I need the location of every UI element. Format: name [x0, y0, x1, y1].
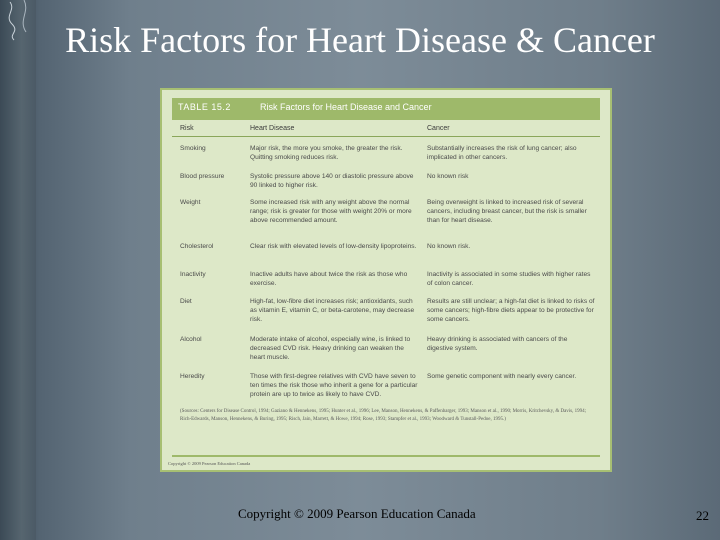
risk-cell: Weight	[180, 199, 201, 206]
table-figure	[160, 88, 612, 472]
cancer-cell: Heavy drinking is associated with cancers of the digestive system.	[427, 336, 568, 352]
risk-cell: Alcohol	[180, 336, 202, 343]
heart-disease-cell: High-fat, low-fibre diet increases risk; antioxidants, such as vitamin E, vitamin C, or beta-carotene, may decrease risk.	[250, 298, 415, 323]
heart-disease-cell: Those with first-degree relatives with CVD have seven to ten times the risk those who inherit a gene for a particular protein are up to twice as likely to have CVD.	[250, 373, 418, 398]
slide-page-number: 22	[696, 508, 709, 523]
cancer-cell: Results are still unclear; a high-fat diet is linked to risks of some cancers; high-fibre diets appear to be protective for some cancers.	[427, 298, 595, 323]
heart-disease-cell: Moderate intake of alcohol, especially wine, is linked to decreased CVD risk. Heavy drinking can weaken the heart muscle.	[250, 336, 411, 361]
table-name: Risk Factors for Heart Disease and Cancer	[260, 102, 432, 112]
risk-cell: Inactivity	[180, 271, 206, 278]
cancer-cell: Some genetic component with nearly every cancer.	[427, 373, 577, 380]
cancer-cell: Inactivity is associated in some studies with higher rates of colon cancer.	[427, 271, 591, 287]
cancer-cell: Being overweight is linked to increased risk of several cancers, including breast cancer, but the risk is smaller than for heart disease.	[427, 199, 587, 224]
decorative-squiggle	[0, 0, 36, 540]
table-number: TABLE 15.2	[178, 102, 231, 112]
heart-disease-cell: Some increased risk with any weight above the normal range; risk is greater for those with weight 20% or more above recommended amount.	[250, 199, 412, 224]
cancer-cell: No known risk	[427, 173, 469, 180]
heart-disease-cell: Systolic pressure above 140 or diastolic pressure above 90 linked to higher risk.	[250, 173, 414, 189]
cancer-cell: No known risk.	[427, 243, 471, 250]
heart-disease-cell: Clear risk with elevated levels of low-density lipoproteins.	[250, 243, 417, 250]
heart-disease-cell: Inactive adults have about twice the risk as those who exercise.	[250, 271, 408, 287]
column-header-risk: Risk	[180, 125, 194, 132]
slide-title: Risk Factors for Heart Disease & Cancer	[65, 20, 655, 60]
figure-copyright: Copyright © 2009 Pearson Education Canada	[168, 461, 251, 466]
column-header-heart-disease: Heart Disease	[250, 125, 295, 132]
risk-cell: Cholesterol	[180, 243, 214, 250]
risk-cell: Smoking	[180, 145, 206, 152]
cancer-cell: Substantially increases the risk of lung cancer; also implicated in other cancers.	[427, 145, 577, 161]
table-sources-note: (Sources: Centers for Disease Control, 1994; Gaziano & Hennekens, 1995; Hunter et al., 1996; Lee, Manson, Hennekens, & Paffenbarger, 1993; Manson et al., 1990; Morris, Kritchevsky, & Davis, 1994; Rich-Edwards, Manson, Hennekens, & Buring, 1995; Risch, Jain, Marrett, & Howe, 1994; Rose, 1993; Stampfer et al., 1993; Woodward & Tunstall-Pedoe, 1995.)	[180, 409, 587, 422]
risk-cell: Heredity	[180, 373, 205, 380]
column-header-cancer: Cancer	[427, 125, 450, 132]
heart-disease-cell: Major risk, the more you smoke, the greater the risk. Quitting smoking reduces risk.	[250, 145, 403, 161]
risk-cell: Blood pressure	[180, 173, 225, 180]
header-rule	[172, 136, 600, 137]
table-caption-bar	[172, 98, 600, 120]
slide-footer-copyright: Copyright © 2009 Pearson Education Canada	[238, 506, 476, 521]
footer-rule	[172, 455, 600, 457]
risk-cell: Diet	[180, 298, 192, 305]
